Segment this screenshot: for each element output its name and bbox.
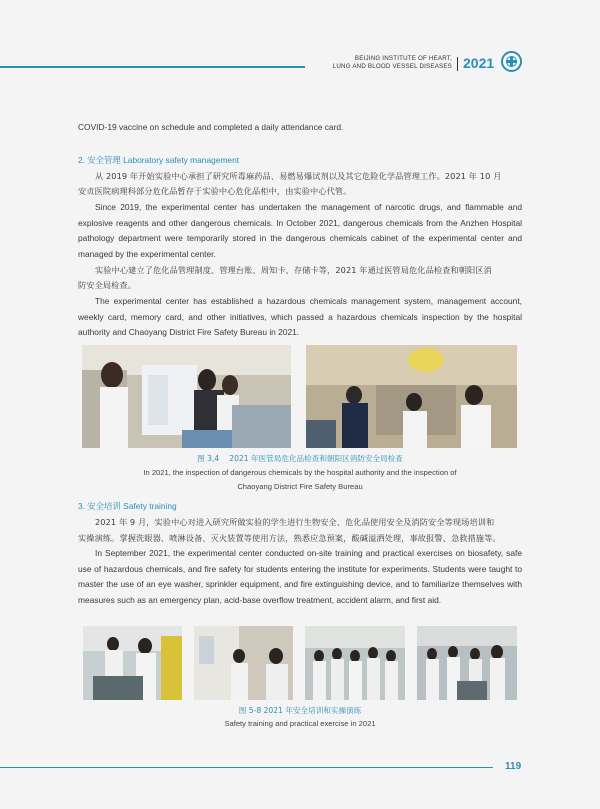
paragraph-en-management: Since 2019, the experimental center has undertaken the management of narcotic drugs, and flammable and explosive reagents and other dangerous chemicals. In October 2021, dangerous chemicals from the Anzhen Hospital pathology department were temporarily stored in the dangerous chemicals cabinet of the experimental center and managed by the experimental center. [78, 202, 522, 259]
report-year: 2021 [463, 55, 495, 71]
header-separator [457, 57, 458, 71]
figure-caption-en: In 2021, the inspection of dangerous chemicals by the hospital authority and the inspection of [143, 468, 457, 477]
paragraph-cn-line: 安贞医院病理科部分危化品暂存于实验中心危化品柜中，由实验中心代管。 [78, 186, 352, 196]
paragraph-en-training: In September 2021, the experimental center conducted on-site training and practical exercises on biosafety, safe use of hazardous chemicals, and fire safety for students entering the institute for experiments. Students were taught to master the use of an eye washer, sprinkler equipment, and fire extinguishing device, and to familiarize themselves with measures such as an emergency plan, acid-base overflow treatment, accident alarm, and first aid. [78, 548, 522, 605]
paragraph-continued: COVID-19 vaccine on schedule and completed a daily attendance card. [78, 122, 344, 132]
figure-caption-cn: 图 5-8 2021 年安全培训和实操演练 [238, 706, 362, 715]
header-rule [0, 66, 305, 68]
paragraph-cn-line: 从 2019 年开始实验中心承担了研究所毒麻药品、易燃易爆试剂以及其它危险化学品管理工作。2021 年 10 月 [95, 170, 502, 181]
training-photo-3 [305, 626, 405, 700]
training-photo-1 [83, 626, 182, 700]
training-photo-2 [194, 626, 293, 700]
figure-caption-cn: 图 3,4 2021 年医管局危化品检查和朝阳区消防安全局检查 [197, 454, 403, 463]
paragraph-cn-line: 实验中心建立了危化品管理制度、管理台账、周知卡、存储卡等，2021 年通过医管局危化品检查和朝阳区消 [95, 264, 492, 275]
institute-name [333, 55, 452, 70]
section-heading-safety-management: 2. 安全管理 Laboratory safety management [78, 155, 240, 165]
page-number: 119 [505, 761, 522, 772]
paragraph-en-inspection: The experimental center has established a hazardous chemicals management system, management account, weekly card, memory card, and other initiatives, which passed a hazardous chemicals inspection by the hospital authority and Chaoyang District Fire Safety Bureau in 2021. [78, 296, 522, 337]
paragraph-cn-line: 防安全局检查。 [78, 280, 137, 290]
training-photo-4 [417, 626, 517, 700]
institute-name-line1: BEIJING INSTITUTE OF HEART, [354, 55, 452, 62]
institute-logo-icon [501, 51, 522, 72]
paragraph-cn-line: 实操演练。掌握洗眼器、喷淋设备、灭火装置等使用方法，熟悉应急预案，酸碱溢洒处理，事故报警、急救措施等。 [78, 532, 501, 543]
footer-rule [0, 767, 493, 768]
paragraph-cn-line: 2021 年 9 月，实验中心对进入研究所做实验的学生进行生物安全、危化品使用安全及消防安全等现场培训和 [95, 517, 495, 527]
inspection-photo-2 [306, 345, 517, 448]
section-heading-safety-training: 3. 安全培训 Safety training [78, 501, 177, 511]
institute-name-line2: LUNG AND BLOOD VESSEL DISEASES [332, 62, 452, 70]
figure-caption-en: Safety training and practical exercise in 2021 [224, 719, 376, 728]
figure-caption-en: Chaoyang District Fire Safety Bureau [237, 482, 363, 491]
inspection-photo-1 [82, 345, 291, 448]
